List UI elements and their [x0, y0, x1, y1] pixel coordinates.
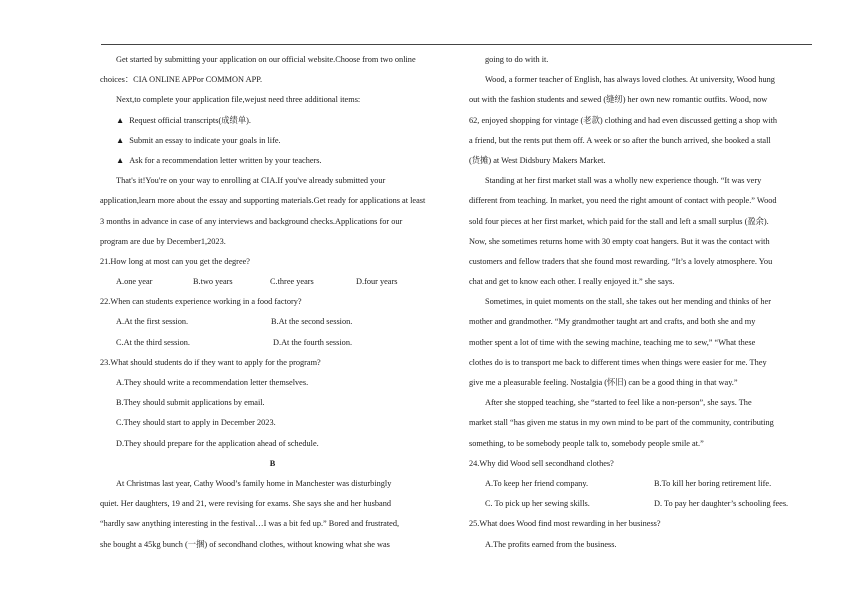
- text-line: a friend, but the rents put them off. A week or so after the bunch arrived, she booked a stall: [469, 135, 771, 145]
- text-line: chat and get to know each other. I really enjoyed it.” she says.: [469, 277, 675, 287]
- text-line: That's it!You're on your way to enrolling at CIA.If you've already submitted your: [116, 176, 386, 186]
- option: B.They should submit applications by email.: [116, 398, 265, 408]
- question-stem: 25.What does Wood find most rewarding in her business?: [469, 519, 661, 529]
- text-line: Get started by submitting your application on our official website.Choose from two online: [116, 55, 416, 64]
- text-line: sold four pieces at her first market, which paid for the stall and left a small surplus (盈余).: [469, 216, 769, 226]
- options-row: [100, 272, 445, 292]
- text-line: Wood, a former teacher of English, has always loved clothes. At university, Wood hung: [485, 75, 775, 85]
- options-row: [469, 474, 814, 494]
- option: B.At the second session.: [271, 317, 353, 327]
- text-line: market stall “has given me status in my own mind to be part of the community, contributing: [469, 418, 774, 428]
- options-row: [469, 494, 814, 514]
- text-line: different from teaching. In market, you need the right amount of contact with people.” Wood: [469, 196, 777, 206]
- question-stem: 21.How long at most can you get the degree?: [100, 256, 250, 266]
- text-line: choices：CIA ONLINE APPor COMMON APP.: [100, 75, 263, 85]
- option: C.They should start to apply in December 2023.: [116, 418, 276, 428]
- option: A.To keep her friend company.: [485, 478, 589, 488]
- option: C.three years: [270, 277, 314, 287]
- top-rule: [101, 44, 812, 45]
- text-line: Now, she sometimes returns home with 30 empty coat hangers. But it was the contact with: [469, 236, 770, 246]
- left-column: [100, 50, 445, 555]
- question-stem: 23.What should students do if they want to apply for the program?: [100, 357, 321, 367]
- option: A.one year: [116, 277, 153, 287]
- text-line: (货摊) at West Didsbury Makers Market.: [469, 155, 606, 165]
- text-line: out with the fashion students and sewed (缝纫) her own new romantic outfits. Wood, now: [469, 95, 768, 105]
- text-line: program are due by December1,2023.: [100, 236, 226, 246]
- option: C.At the third session.: [116, 337, 190, 347]
- option: C. To pick up her sewing skills.: [485, 499, 590, 509]
- text-line: clothes do is to transport me back to different times when things were easier for me. They: [469, 357, 767, 367]
- options-row: [100, 312, 445, 332]
- text-line: quiet. Her daughters, 19 and 21, were revising for exams. She says she and her husband: [100, 499, 392, 509]
- option: D.At the fourth session.: [273, 337, 353, 347]
- options-row: [100, 333, 445, 353]
- right-column: [469, 50, 814, 555]
- option: A.At the first session.: [116, 317, 189, 327]
- text-line: Standing at her first market stall was a wholly new experience though. “It was very: [485, 176, 762, 186]
- triangle-icon: ▲: [116, 135, 125, 145]
- text-line: give me a pleasurable feeling. Nostalgia (怀旧) can be a good thing in that way.”: [469, 378, 738, 387]
- text-line: 62, enjoyed shopping for vintage (老款) clothing and had even discussed getting a shop with: [469, 115, 778, 125]
- triangle-icon: ▲: [116, 155, 125, 165]
- text-line: she bought a 45kg bunch (一捆) of secondhand clothes, without knowing what she was: [100, 539, 390, 549]
- text-line: going to do with it.: [485, 55, 549, 64]
- text-line: At Christmas last year, Cathy Wood’s family home in Manchester was disturbingly: [116, 478, 392, 488]
- option: D.They should prepare for the application ahead of schedule.: [116, 438, 319, 448]
- text-line: “hardly saw anything interesting in the festival…I was a bit fed up.” Bored and frustrated,: [100, 519, 400, 529]
- text-line: application,learn more about the essay and supporting materials.Get ready for applications at least: [100, 196, 426, 206]
- triangle-icon: ▲: [116, 115, 125, 125]
- option: D.four years: [356, 277, 398, 287]
- bullet-item: [100, 111, 445, 131]
- option: A.The profits earned from the business.: [485, 539, 617, 549]
- option: B.To kill her boring retirement life.: [654, 478, 772, 488]
- text-line: mother spent a lot of time with the sewing machine, teaching me to sew,” “What these: [469, 337, 756, 347]
- option: B.two years: [193, 277, 233, 287]
- text-line: Sometimes, in quiet moments on the stall, she takes out her mending and thinks of her: [485, 297, 771, 307]
- text-line: customers and fellow traders that she found most rewarding. “It’s a lovely atmosphere. You: [469, 256, 773, 266]
- text-line: 3 months in advance in case of any interviews and background checks.Applications for our: [100, 216, 403, 226]
- text-line: Next,to complete your application file,wejust need three additional items:: [116, 95, 361, 105]
- question-stem: 22.When can students experience working in a food factory?: [100, 297, 302, 307]
- text-line: mother and grandmother. “My grandmother taught art and crafts, and both she and my: [469, 317, 756, 327]
- section-heading: B: [269, 458, 276, 468]
- text-line: something, to be somebody people talk to, somebody people smile at.”: [469, 438, 704, 448]
- question-stem: 24.Why did Wood sell secondhand clothes?: [469, 458, 614, 468]
- option: A.They should write a recommendation letter themselves.: [116, 378, 309, 387]
- bullet-item: [100, 131, 445, 151]
- bullet-text: Submit an essay to indicate your goals in life.: [129, 135, 281, 145]
- bullet-text: Ask for a recommendation letter written by your teachers.: [129, 155, 322, 165]
- bullet-text: Request official transcripts(成绩单).: [129, 115, 251, 125]
- option: D. To pay her daughter’s schooling fees.: [654, 499, 789, 509]
- text-line: After she stopped teaching, she “started to feel like a non-person”, she says. The: [485, 398, 752, 408]
- bullet-item: [100, 151, 445, 171]
